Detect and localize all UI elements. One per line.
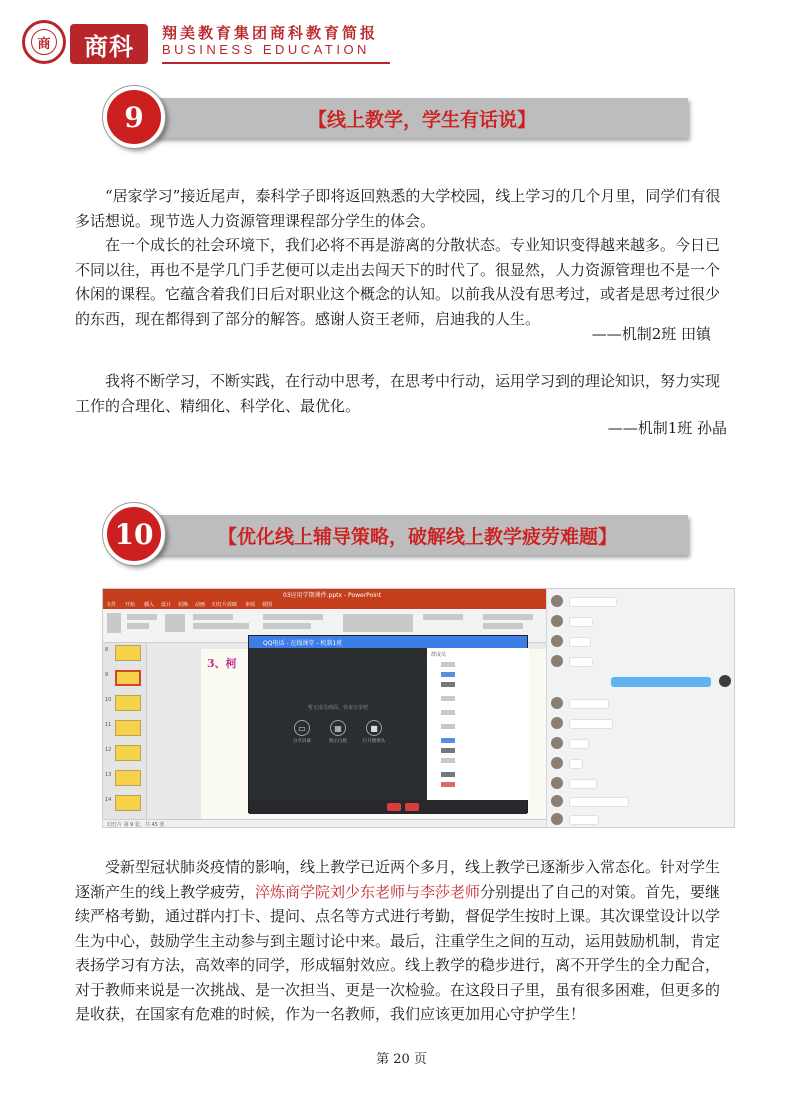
slide-thumbnail[interactable] [115, 795, 141, 811]
qq-call-toolbar [249, 800, 527, 814]
section-9-number: 9 [103, 86, 165, 148]
slide-thumbnail[interactable] [115, 770, 141, 786]
slide-thumbnail[interactable] [115, 645, 141, 661]
hang-up-button[interactable] [405, 803, 419, 811]
slide-thumbnail[interactable] [115, 695, 141, 711]
chat-message [551, 735, 731, 753]
ppt-tab[interactable]: 幻灯片放映 [212, 602, 238, 608]
ppt-tab[interactable]: 插入 [144, 602, 155, 608]
teacher-names-highlight: 淬炼商学院刘少东老师与李莎老师 [255, 882, 481, 901]
avatar [551, 737, 563, 749]
newsletter-header [22, 18, 382, 68]
slide-thumbnail[interactable] [115, 745, 141, 761]
section-9-paragraph-intro: “居家学习”接近尾声，泰科学子即将返回熟悉的大学校园，线上学习的几个月里，同学们有很多话想说。现节选人力资源管理课程部分学生的体会。 [75, 187, 721, 230]
whiteboard-button[interactable]: ▦ 演示白板 [325, 720, 351, 744]
group-chat-panel [546, 589, 735, 828]
chat-message [551, 653, 731, 671]
chat-message [551, 593, 731, 611]
chat-message [551, 715, 731, 733]
slide-thumbnail[interactable] [115, 720, 141, 736]
avatar [551, 777, 563, 789]
whiteboard-icon: ▦ [330, 720, 346, 736]
slide-thumbnail-selected[interactable] [115, 670, 141, 686]
page-number: 第 20 页 [376, 1052, 427, 1067]
section-10-title: 【优化线上辅导策略，破解线上教学疲劳难题】 [218, 526, 618, 548]
section-9-banner [103, 86, 688, 148]
section-10-paragraph: 受新型冠状肺炎疫情的影响，线上教学已近两个多月，线上教学已逐渐步入常态化。针对学生逐渐产生的线上教学疲劳，淬炼商学院刘少东老师与李莎老师分别提出了自己的对策。首先，要继续严格考勤，通过群内打卡、提问、点名等方式进行考勤，督促学生按时上课。其次课堂设计以学生为中心，鼓励学生主动参与到主题讨论中来。最后，注重学生之间的互动，运用鼓励机制，肯定表扬学习有方法，高效率的同学，形成辐射效应。线上教学的稳步进行，离不开学生的全力配合，对于教师来说是一次挑战、是一次担当、更是一次检验。在这段日子里，虽有很多困难，但更多的是收获，在国家有危难的时候，作为一名教师，我们应该更加用心守护学生！ [75, 858, 721, 1023]
section-9-paragraph-student2: 我将不断学习，不断实践，在行动中思考，在思考中行动，运用学习到的理论知识，努力实现工作的合理化、精细化、科学化、最优化。 [75, 372, 721, 415]
school-seal-logo: 商 [22, 20, 66, 64]
signature-sun-jing: ——机制1班 孙晶 [607, 419, 727, 437]
camera-icon: ■ [366, 720, 382, 736]
camera-button[interactable]: ■ 打开摄像头 [361, 720, 387, 744]
section-10-number: 10 [103, 503, 165, 565]
chat-message [551, 775, 731, 793]
share-screen-button[interactable]: ▭ 分享屏幕 [289, 720, 315, 744]
ppt-title-bar: 03应用学期课件.pptx - PowerPoint [103, 589, 546, 600]
ppt-tab[interactable]: 审阅 [245, 602, 256, 608]
slide-heading: 3、柯 [207, 657, 237, 670]
avatar [551, 795, 563, 807]
ppt-tab[interactable]: 切换 [178, 602, 189, 608]
chat-message [551, 793, 731, 811]
chat-message [551, 695, 731, 713]
qq-call-main-area [249, 648, 427, 800]
chat-message-self [551, 673, 731, 691]
slide-thumbnail-pane: 8 9 10 11 12 13 14 [103, 643, 147, 819]
newsletter-title: 翔美教育集团商科教育简报 [162, 24, 379, 42]
section-9-title: 【线上教学，学生有话说】 [308, 109, 537, 131]
avatar [551, 635, 563, 647]
avatar [551, 655, 563, 667]
ppt-tab[interactable]: 视图 [262, 602, 273, 608]
brand-logo: 商科 [70, 24, 148, 64]
online-class-screenshot [102, 588, 735, 828]
avatar [551, 697, 563, 709]
avatar [551, 813, 563, 825]
avatar [551, 615, 563, 627]
header-underline [162, 62, 390, 64]
chat-message [551, 613, 731, 631]
ppt-tab[interactable]: 开始 [125, 602, 136, 608]
ppt-ribbon-tabs [103, 600, 546, 609]
section-9-paragraph-student1: 在一个成长的社会环境下，我们必将不再是游离的分散状态。专业知识变得越来越多。今日已不同以往，再也不是学几门手艺便可以走出去闯天下的时代了。很显然，人力资源管理也不是一个休闲的课程。它蕴含着我们日后对职业这个概念的认知。以前我从没有思考过，或者是思考过很少的东西，现在都得到了部分的解答。感谢人资王老师，启迪我的人生。 [75, 236, 721, 328]
qq-call-title-bar: QQ电话 - 在线课堂 - 机制1班 [249, 636, 527, 648]
qq-member-list: 群成员 [427, 648, 529, 800]
powerpoint-window [103, 589, 546, 828]
avatar [551, 595, 563, 607]
section-10-banner [103, 503, 688, 565]
ppt-tab[interactable]: 文件 [106, 602, 117, 608]
avatar [551, 717, 563, 729]
chat-message [551, 811, 731, 828]
avatar [551, 757, 563, 769]
chat-message [551, 633, 731, 651]
end-share-button[interactable] [387, 803, 401, 811]
ppt-tab[interactable]: 动画 [195, 602, 206, 608]
avatar [719, 675, 731, 687]
qq-call-hint: 暂无成员画面，快来分享吧 [307, 705, 368, 711]
ppt-status-bar: 幻灯片 第 9 张，共 45 张 [103, 819, 546, 828]
signature-tian-zhen: ——机制2班 田镇 [591, 325, 711, 343]
qq-call-window [248, 635, 528, 813]
monitor-icon: ▭ [294, 720, 310, 736]
newsletter-subtitle: BUSINESS EDUCATION [162, 42, 370, 57]
chat-message [551, 755, 731, 773]
ppt-tab[interactable]: 设计 [161, 602, 172, 608]
